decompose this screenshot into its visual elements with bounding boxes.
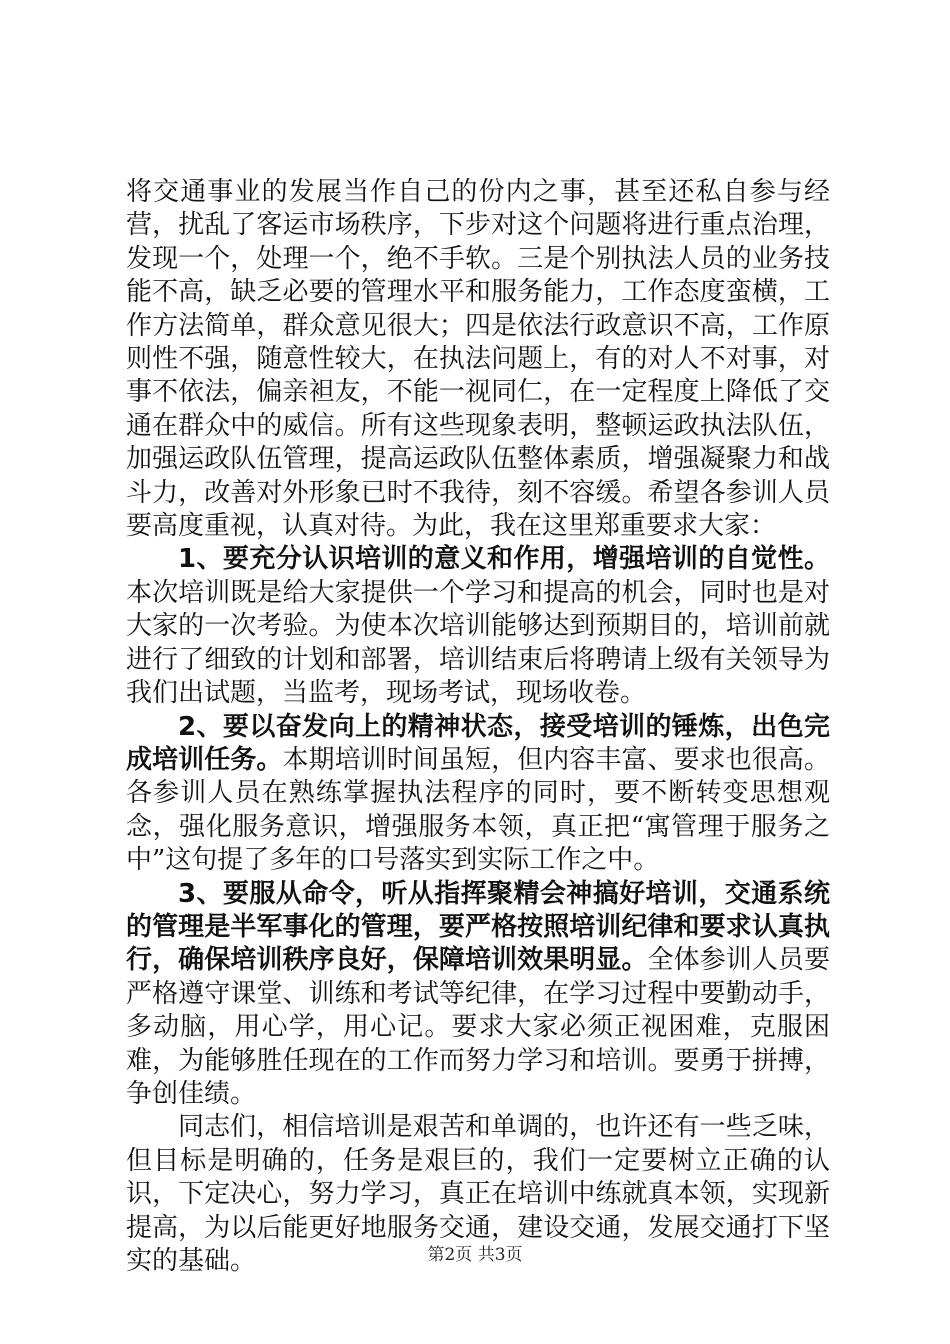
paragraph-point-1: [126, 543, 830, 710]
paragraph-point-3: [126, 878, 830, 1112]
paragraph-heading: 3、要服从命令，听从指挥聚精会神搞好培训，交通系统的管理是半军事化的管理，要严格按照培训纪律和要求认真执行，确保培训秩序良好，保障培训效果明显。: [126, 878, 830, 976]
paragraph-text: 本期培训时间虽短，但内容丰富、要求也很高。各参训人员在熟练掌握执法程序的同时，要不断转变思想观念，强化服务意识，增强服务本领，真正把“寓管理于服务之中”这句提了多年的口号落实到实际工作之中。: [126, 744, 830, 876]
paragraph-text: 全体参训人员要严格遵守课堂、训练和考试等纪律，在学习过程中要勤动手，多动脑，用心学，用心记。要求大家必须正视困难，克服困难，为能够胜任现在的工作而努力学习和培训。要勇于拼搏，争创佳绩。: [126, 945, 830, 1109]
paragraph-heading: 2、要以奋发向上的精神状态，接受培训的锤炼，出色完成培训任务。: [126, 711, 830, 775]
document-body: [126, 176, 830, 1278]
page-number-footer: 第2页 共3页: [427, 1245, 523, 1265]
paragraph-text: 同志们，相信培训是艰苦和单调的，也许还有一些乏味，但目标是明确的，任务是艰巨的，我们一定要树立正确的认识，下定决心，努力学习，真正在培训中练就真本领，实现新提高，为以后能更好地服务交通，建设交通，发展交通打下坚实的基础。: [126, 1112, 830, 1276]
paragraph-point-2: [126, 711, 830, 878]
paragraph-heading: 1、要充分认识培训的意义和作用，增强培训的自觉性。: [178, 544, 830, 575]
paragraph-text: 将交通事业的发展当作自己的份内之事，甚至还私自参与经营，扰乱了客运市场秩序，下步对这个问题将进行重点治理，发现一个，处理一个，绝不手软。三是个别执法人员的业务技能不高，缺乏必要的管理水平和服务能力，工作态度蛮横，工作方法简单，群众意见很大；四是依法行政意识不高，工作原则性不强，随意性较大，在执法问题上，有的对人不对事，对事不依法，偏亲袒友，不能一视同仁，在一定程度上降低了交通在群众中的威信。所有这些现象表明，整顿运政执法队伍，加强运政队伍管理，提高运政队伍整体素质，增强凝聚力和战斗力，改善对外形象已时不我待，刻不容缓。希望各参训人员要高度重视，认真对待。为此，我在这里郑重要求大家：: [126, 177, 830, 542]
paragraph-continuation: [126, 176, 830, 543]
paragraph-text: 本次培训既是给大家提供一个学习和提高的机会，同时也是对大家的一次考验。为使本次培训能够达到预期目的，培训前就进行了细致的计划和部署，培训结束后将聘请上级有关领导为我们出试题，当监考，现场考试，现场收卷。: [126, 577, 830, 709]
